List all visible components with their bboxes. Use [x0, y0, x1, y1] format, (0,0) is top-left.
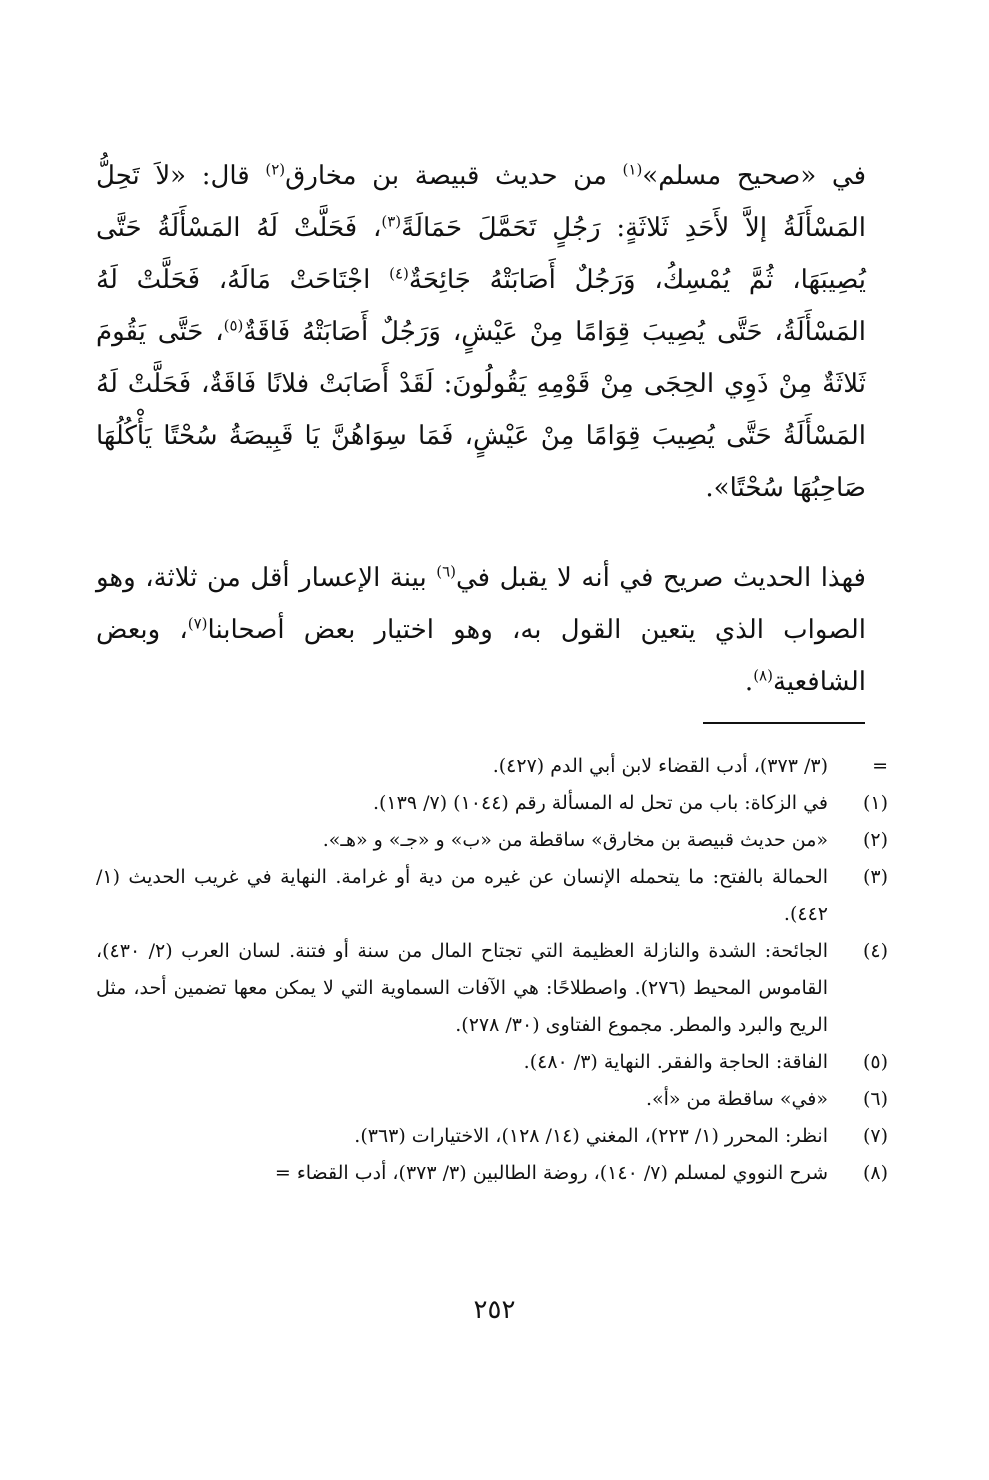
paragraph-text: . [744, 667, 754, 697]
hadith-text: ، فَحَلَّتْ لَهُ المَسْأَلَةُ حَتَّى يُصِيبَهَا، ثُمَّ يُمْسِكُ، وَرَجُلٌ أَصَابَتْهُ جَائِحَةٌ [96, 213, 866, 295]
footnote-5 [96, 1044, 888, 1081]
paragraph-text: من حديث قبيصة بن مخارق [285, 161, 623, 191]
page-number: ٢٥٢ [473, 1295, 516, 1325]
footnote-3 [96, 859, 888, 933]
paragraph-text: فهذا الحديث صريح في أنه لا يقبل في [456, 563, 866, 593]
footnote-text: الحمالة بالفتح: ما يتحمله الإنسان عن غيره من دية أو غرامة. النهاية في غريب الحديث (١/ ٤٤٢). [96, 866, 828, 925]
paragraph-text: في «صحيح مسلم» [642, 161, 866, 191]
footnote-number: (٥) [862, 1051, 888, 1073]
paragraph-text: ، وبعض الشافعية [96, 615, 866, 697]
footnote-ref-1: (١) [622, 160, 643, 179]
footnote-2 [96, 822, 888, 859]
main-paragraph-ruling [96, 552, 866, 708]
footnote-ref-5: (٥) [223, 316, 244, 335]
footnote-8 [96, 1155, 888, 1192]
footnote-separator [703, 722, 865, 724]
footnote-number: (١) [862, 792, 888, 814]
footnote-text: شرح النووي لمسلم (٧/ ١٤٠)، روضة الطالبين (٣/ ٣٧٣)، أدب القضاء = [274, 1162, 828, 1184]
hadith-text: ، حَتَّى يَقُومَ ثَلاثَةٌ مِنْ ذَوِي الحِجَى مِنْ قَوْمِهِ يَقُولُونَ: لَقَدْ أَصَابَتْ فلانًا فَاقَةٌ، فَحَلَّتْ لَهُ المَسْأَلَةُ حَتَّى يُصِيبَ قِوَامًا مِنْ عَيْشٍ، فَمَا سِوَاهُنَّ يَا قَبِيصَةُ سُحْتًا يَأْكُلُهَا صَاحِبُهَا سُحْتًا». [96, 317, 866, 503]
footnote-ref-8: (٨) [753, 666, 773, 685]
footnote-text: «في» ساقطة من «أ». [645, 1088, 828, 1110]
footnote-6 [96, 1081, 888, 1118]
footnote-text: الفاقة: الحاجة والفقر. النهاية (٣/ ٤٨٠). [523, 1051, 828, 1073]
footnote-number: (٨) [862, 1162, 888, 1184]
footnote-text: (٣/ ٣٧٣)، أدب القضاء لابن أبي الدم (٤٢٧). [492, 755, 828, 777]
footnote-continuation [96, 748, 888, 785]
footnote-ref-7: (٧) [187, 614, 208, 633]
footnote-number: (٤) [862, 940, 888, 962]
footnote-text: في الزكاة: باب من تحل له المسألة رقم (١٠٤٤) (٧/ ١٣٩). [372, 792, 828, 814]
main-paragraph-hadith [96, 150, 866, 514]
footnote-4 [96, 933, 888, 1044]
footnote-1 [96, 785, 888, 822]
footnote-number: (٦) [862, 1088, 888, 1110]
hadith-text: قال: «لاَ تَحِلُّ المَسْأَلَةُ إلاَّ لأَحَدِ ثَلاثَةٍ: رَجُلٍ تَحَمَّلَ حَمَالَةً [96, 161, 866, 243]
hadith-text: اجْتَاحَتْ مَالَهُ، فَحَلَّتْ لَهُ المَسْأَلَةُ، حَتَّى يُصِيبَ قِوَامًا مِنْ عَيْشٍ، وَرَجُلٌ أَصَابَتْهُ فَاقَةٌ [96, 265, 866, 347]
footnote-number: (٧) [862, 1125, 888, 1147]
footnote-ref-3: (٣) [381, 212, 402, 231]
footnote-text: «من حديث قبيصة بن مخارق» ساقطة من «ب» و «جـ» و «هـ». [322, 829, 828, 851]
footnote-ref-4: (٤) [389, 264, 409, 283]
footnote-number: (٣) [862, 866, 888, 888]
footnote-marker: = [872, 755, 888, 777]
footnote-7 [96, 1118, 888, 1155]
footnotes-section [96, 748, 888, 1192]
footnote-number: (٢) [862, 829, 888, 851]
footnote-ref-2: (٢) [265, 160, 286, 179]
footnote-text: الجائحة: الشدة والنازلة العظيمة التي تجتاح المال من سنة أو فتنة. لسان العرب (٢/ ٤٣٠)، القاموس المحيط (٢٧٦). واصطلاحًا: هي الآفات السماوية التي لا يمكن معها تضمين أحد، مثل الريح والبرد والمطر. مجموع الفتاوى (٣٠/ ٢٧٨). [96, 940, 828, 1036]
paragraph-text: بينة الإعسار أقل من ثلاثة، وهو الصواب الذي يتعين القول به، وهو اختيار بعض أصحابنا [96, 563, 867, 645]
footnote-text: انظر: المحرر (١/ ٢٢٣)، المغني (١٤/ ١٢٨)، الاختيارات (٣٦٣). [354, 1125, 828, 1147]
footnote-ref-6: (٦) [436, 562, 457, 581]
